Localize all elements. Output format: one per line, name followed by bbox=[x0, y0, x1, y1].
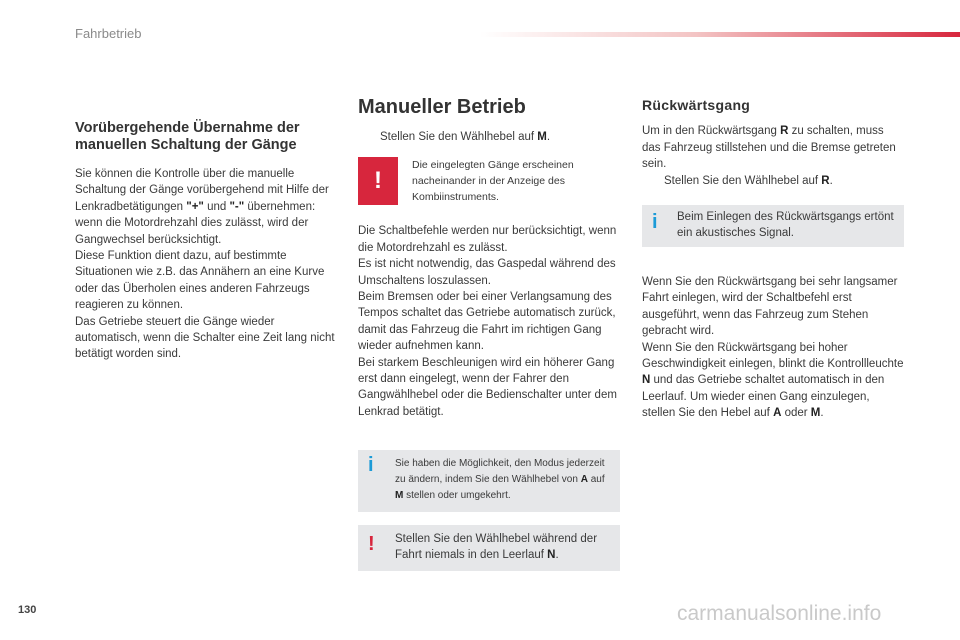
warning-note bbox=[358, 157, 620, 211]
info-icon: i bbox=[368, 454, 374, 476]
info-box-mode-change bbox=[358, 450, 620, 512]
paragraph-reverse-1: Um in den Rückwärtsgang R zu schalten, muss das Fahrzeug stillstehen und die Bremse getreten sein. bbox=[642, 125, 896, 171]
warning-box-neutral bbox=[358, 525, 620, 571]
info-box-reverse-signal bbox=[642, 205, 904, 247]
step-select-m: Stellen Sie den Wählhebel auf M. bbox=[380, 131, 551, 143]
info-box-text: Sie haben die Möglichkeit, den Modus jederzeit zu ändern, indem Sie den Wählhebel von A auf M stellen oder umgekehrt. bbox=[395, 458, 605, 501]
page-number: 130 bbox=[18, 604, 37, 616]
paragraph-1: Sie können die Kontrolle über die manuelle Schaltung der Gänge vorübergehend mit Hilfe der Lenkradbetätigungen "+" und "-" übernehmen: wenn die Motordrehzahl dies zulässt, wird der Gangwechsel berücksichtigt. bbox=[75, 168, 329, 246]
info-icon: i bbox=[652, 211, 658, 233]
heading-temporary-manual: Vorübergehende Übernahme der manuellen Schaltung der Gänge bbox=[75, 120, 300, 153]
column-reverse-gear bbox=[642, 95, 904, 189]
heading-manual-mode: Manueller Betrieb bbox=[358, 96, 526, 118]
column-reverse-gear-continued bbox=[642, 274, 904, 422]
heading-reverse-gear: Rückwärtsgang bbox=[642, 97, 751, 113]
key-plus: "+" bbox=[186, 200, 204, 213]
key-minus: "-" bbox=[229, 200, 245, 213]
exclamation-icon: ! bbox=[358, 157, 398, 205]
paragraph-2: Diese Funktion dient dazu, auf bestimmte Situationen wie z.B. das Annähern an eine Kurve oder das Überholen eines anderen Fahrzeugs reagieren zu können. bbox=[75, 250, 325, 312]
warning-box-text: Stellen Sie den Wählhebel während der Fahrt niemals in den Leerlauf N. bbox=[395, 533, 598, 562]
header-divider bbox=[480, 32, 960, 37]
section-title: Fahrbetrieb bbox=[75, 26, 142, 41]
paragraph-3: Das Getriebe steuert die Gänge wieder automatisch, wenn die Schalter eine Zeit lang nicht betätigt worden sind. bbox=[75, 315, 335, 361]
paragraph-shift-conditions: Die Schaltbefehle werden nur berücksichtigt, wenn die Motordrehzahl es zulässt. bbox=[358, 225, 617, 254]
info-box-text: Beim Einlegen des Rückwärtsgangs ertönt ein akustisches Signal. bbox=[677, 211, 894, 240]
paragraph-acceleration: Bei starkem Beschleunigen wird ein höherer Gang erst dann eingelegt, wenn der Fahrer den Gangwählhebel oder die Bedienschalter unter dem Lenkrad betätigt. bbox=[358, 356, 617, 418]
paragraph-reverse-fast: Wenn Sie den Rückwärtsgang bei hoher Geschwindigkeit einlegen, blinkt die Kontrollleuchte N und das Getriebe schaltet automatisch in den Leerlauf. Um wieder einen Gang einzulegen, stellen Sie den Hebel auf A oder M. bbox=[642, 341, 904, 420]
paragraph-accelerator: Es ist nicht notwendig, das Gaspedal während des Umschaltens loszulassen. bbox=[358, 258, 616, 287]
column-manual-mode bbox=[358, 95, 620, 420]
paragraph-reverse-slow: Wenn Sie den Rückwärtsgang bei sehr langsamer Fahrt einlegen, wird der Schaltbefehl erst ausgeführt, wenn das Fahrzeug zum Stehen gebracht wird. bbox=[642, 276, 898, 338]
paragraph-braking: Beim Bremsen oder bei einer Verlangsamung des Tempos schaltet das Getriebe automatisch zurück, damit das Fahrzeug die Fahrt im richtigen Gang wieder aufnehmen kann. bbox=[358, 291, 616, 353]
column-temporary-manual bbox=[75, 120, 337, 363]
step-select-r: Stellen Sie den Wählhebel auf R. bbox=[664, 174, 833, 187]
exclamation-icon: ! bbox=[368, 533, 375, 555]
watermark: carmanualsonline.info bbox=[677, 602, 882, 625]
warning-note-text: Die eingelegten Gänge erscheinen nacheinander in der Anzeige des Kombiinstruments. bbox=[412, 159, 574, 204]
